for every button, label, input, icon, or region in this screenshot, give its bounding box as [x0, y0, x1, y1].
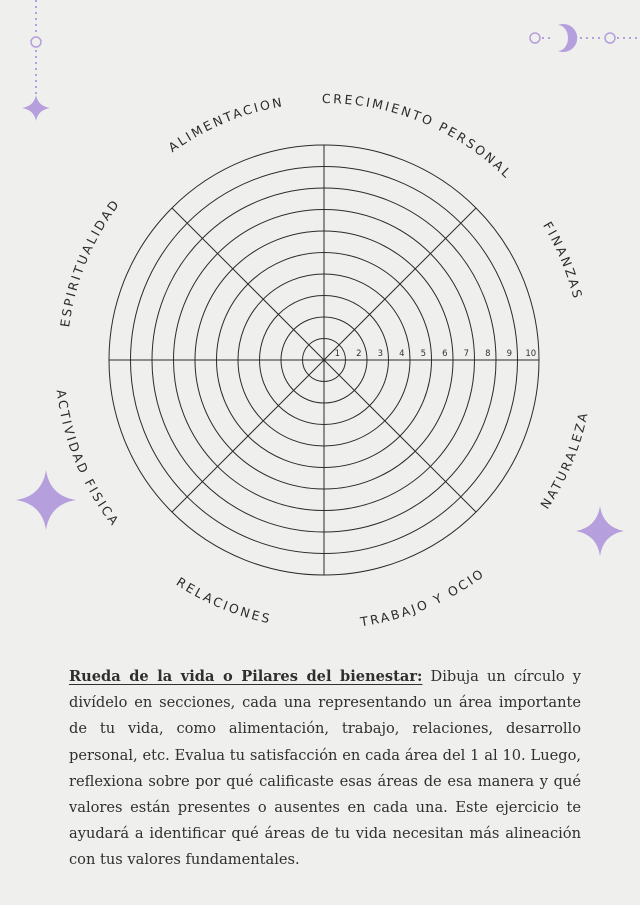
category-label-crecimiento-personal: CRECIMIENTO PERSONAL	[321, 90, 516, 182]
sparkle-icon	[576, 506, 624, 556]
scale-number: 9	[506, 349, 513, 359]
category-label-alimentacion: ALIMENTACION	[165, 94, 286, 155]
wheel-spoke	[172, 208, 324, 360]
scale-number: 7	[463, 349, 470, 359]
scale-number: 1	[334, 349, 341, 359]
ornament-top-left	[31, 0, 41, 95]
description-title: Rueda de la vida o Pilares del bienestar:	[69, 668, 423, 685]
scale-number: 8	[485, 349, 491, 359]
scale-number: 2	[356, 349, 362, 359]
scale-number: 3	[377, 349, 384, 359]
wheel-scale	[335, 349, 537, 359]
scale-number: 4	[399, 349, 405, 359]
category-label-espiritualidad: ESPIRITUALIDAD	[57, 195, 124, 329]
wheel-spoke	[324, 360, 476, 512]
category-label-finanzas: FINANZAS	[540, 218, 586, 302]
crescent-moon-icon	[558, 24, 577, 52]
ornament-top-right	[530, 33, 640, 43]
category-label-trabajo-y-ocio: TRABAJO Y OCIO	[359, 564, 488, 630]
category-label-naturaleza: NATURALEZA	[537, 409, 591, 512]
sparkle-icon	[22, 95, 50, 121]
category-label-actividad-fisica: ACTIVIDAD FISICA	[53, 388, 124, 530]
wheel-spoke	[172, 360, 324, 512]
wheel-spoke	[324, 208, 476, 360]
scale-number: 6	[442, 349, 448, 359]
category-label-relaciones: RELACIONES	[173, 574, 274, 627]
wheel-spokes	[109, 145, 539, 575]
scale-number: 10	[525, 349, 537, 359]
scale-number: 5	[420, 349, 427, 359]
sparkle-icon	[16, 470, 76, 530]
description-paragraph	[69, 664, 581, 874]
description-body: Dibuja un círculo y divídelo en secciones, cada una representando un área importante de tu vida, como alimentación, trabajo, relaciones, desarrollo personal, etc. Evalua tu satisfacción en cada área del 1 al 10. Luego, reflexiona sobre por qué calificaste esas áreas de esa manera y qué valores están presentes o ausentes en cada una. Este ejercicio te ayudará a identificar qué áreas de tu vida necesitan más alineación con tus valores fundamentales.	[69, 668, 582, 869]
